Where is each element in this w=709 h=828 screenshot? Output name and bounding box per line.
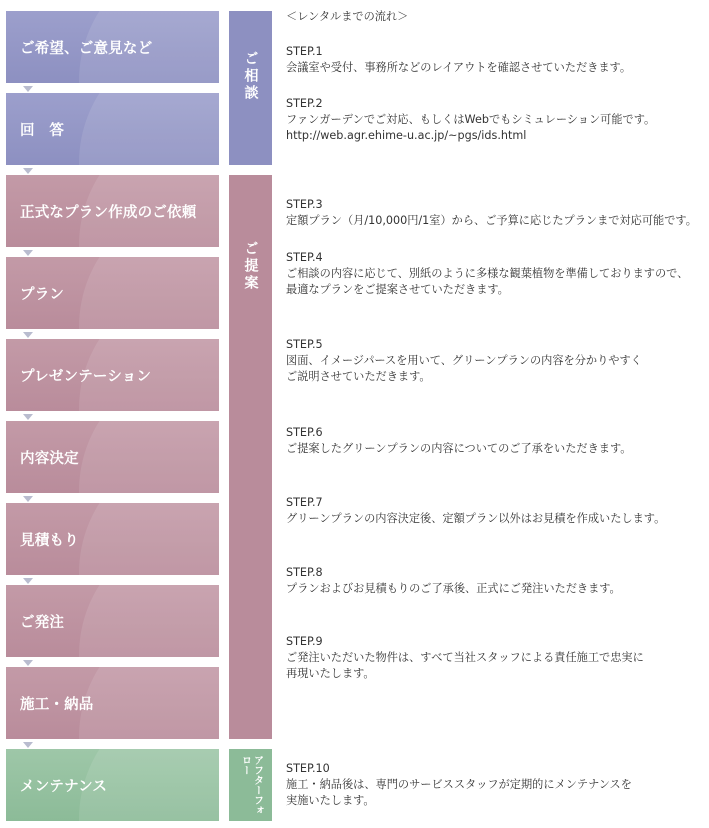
step-title: STEP.2 xyxy=(286,97,323,110)
phase-after-follow xyxy=(229,749,272,821)
flow-step-installation xyxy=(6,667,219,739)
step-text: プランおよびお見積もりのご了承後、正式にご発注いただきます。 xyxy=(286,582,621,595)
flow-step-label: 見積もり xyxy=(20,532,79,549)
step-title: STEP.4 xyxy=(286,251,323,264)
down-arrow-icon xyxy=(23,250,33,256)
step-3 xyxy=(286,197,706,229)
step-2 xyxy=(286,96,706,144)
flow-step-label: ご発注 xyxy=(20,614,65,631)
step-title: STEP.9 xyxy=(286,635,323,648)
flow-step-inquiry xyxy=(6,11,219,83)
flow-step-presentation xyxy=(6,339,219,411)
step-text: ご発注いただいた物件は、すべて当社スタッフによる責任施工で忠実に xyxy=(286,651,644,664)
down-arrow-icon xyxy=(23,660,33,666)
step-text: 会議室や受付、事務所などのレイアウトを確認させていただきます。 xyxy=(286,61,632,74)
flow-column xyxy=(6,0,219,828)
down-arrow-icon xyxy=(23,742,33,748)
step-1 xyxy=(286,44,706,76)
step-text: 再現いたします。 xyxy=(286,667,375,680)
step-4 xyxy=(286,250,706,298)
step-title: STEP.10 xyxy=(286,762,330,775)
flow-step-label: プラン xyxy=(20,286,65,303)
step-7 xyxy=(286,495,706,527)
phase-proposal xyxy=(229,175,272,739)
down-arrow-icon xyxy=(23,168,33,174)
step-title: STEP.3 xyxy=(286,198,323,211)
step-text: ご相談の内容に応じて、別紙のように多様な観葉植物を準備しておりますので、 xyxy=(286,267,689,280)
phase-column xyxy=(229,0,272,828)
phase-label: ご提案 xyxy=(242,241,259,292)
step-title: STEP.1 xyxy=(286,45,323,58)
step-10 xyxy=(286,761,706,809)
flow-step-estimate xyxy=(6,503,219,575)
step-6 xyxy=(286,425,706,457)
phase-label: ご相談 xyxy=(242,51,259,102)
flow-step-label: 正式なプラン作成のご依頼 xyxy=(20,204,197,221)
step-text: 実施いたします。 xyxy=(286,794,375,807)
flow-step-order xyxy=(6,585,219,657)
step-5 xyxy=(286,337,706,385)
step-8 xyxy=(286,565,706,597)
flow-step-label: ご希望、ご意見など xyxy=(20,40,153,57)
simulation-url[interactable]: http://web.agr.ehime-u.ac.jp/~pgs/ids.html xyxy=(286,129,527,142)
phase-consultation xyxy=(229,11,272,165)
flow-step-plan xyxy=(6,257,219,329)
step-text: グリーンプランの内容決定後、定額プラン以外はお見積を作成いたします。 xyxy=(286,512,666,525)
step-text: 最適なプランをご提案させていただきます。 xyxy=(286,283,509,296)
flow-step-label: 内容決定 xyxy=(20,450,79,467)
down-arrow-icon xyxy=(23,332,33,338)
down-arrow-icon xyxy=(23,414,33,420)
flow-step-plan-request xyxy=(6,175,219,247)
flow-step-label: メンテナンス xyxy=(20,778,108,795)
step-title: STEP.5 xyxy=(286,338,323,351)
flow-step-label: 回 答 xyxy=(20,122,65,139)
step-text: 施工・納品後は、専門のサービススタッフが定期的にメンテナンスを xyxy=(286,778,632,791)
step-descriptions xyxy=(286,0,706,828)
step-title: STEP.6 xyxy=(286,426,323,439)
step-title: STEP.7 xyxy=(286,496,323,509)
flow-step-answer xyxy=(6,93,219,165)
flow-step-label: 施工・納品 xyxy=(20,696,94,713)
step-text: 定額プラン（月/10,000円/1室）から、ご予算に応じたプランまで対応可能です。 xyxy=(286,214,697,227)
down-arrow-icon xyxy=(23,578,33,584)
step-text: ご説明させていただきます。 xyxy=(286,370,431,383)
flow-step-decision xyxy=(6,421,219,493)
step-text: ご提案したグリーンプランの内容についてのご了承をいただきます。 xyxy=(286,442,632,455)
flow-step-maintenance xyxy=(6,749,219,821)
step-text: ファンガーデンでご対応、もしくはWebでもシミュレーション可能です。 xyxy=(286,113,656,126)
down-arrow-icon xyxy=(23,496,33,502)
step-title: STEP.8 xyxy=(286,566,323,579)
step-text: 図面、イメージパースを用いて、グリーンプランの内容を分かりやすく xyxy=(286,354,642,367)
down-arrow-icon xyxy=(23,86,33,92)
phase-label: アフターフォロー xyxy=(239,755,263,815)
flow-step-label: プレゼンテーション xyxy=(20,368,152,385)
step-9 xyxy=(286,634,706,682)
section-heading: ＜レンタルまでの流れ＞ xyxy=(286,10,409,23)
